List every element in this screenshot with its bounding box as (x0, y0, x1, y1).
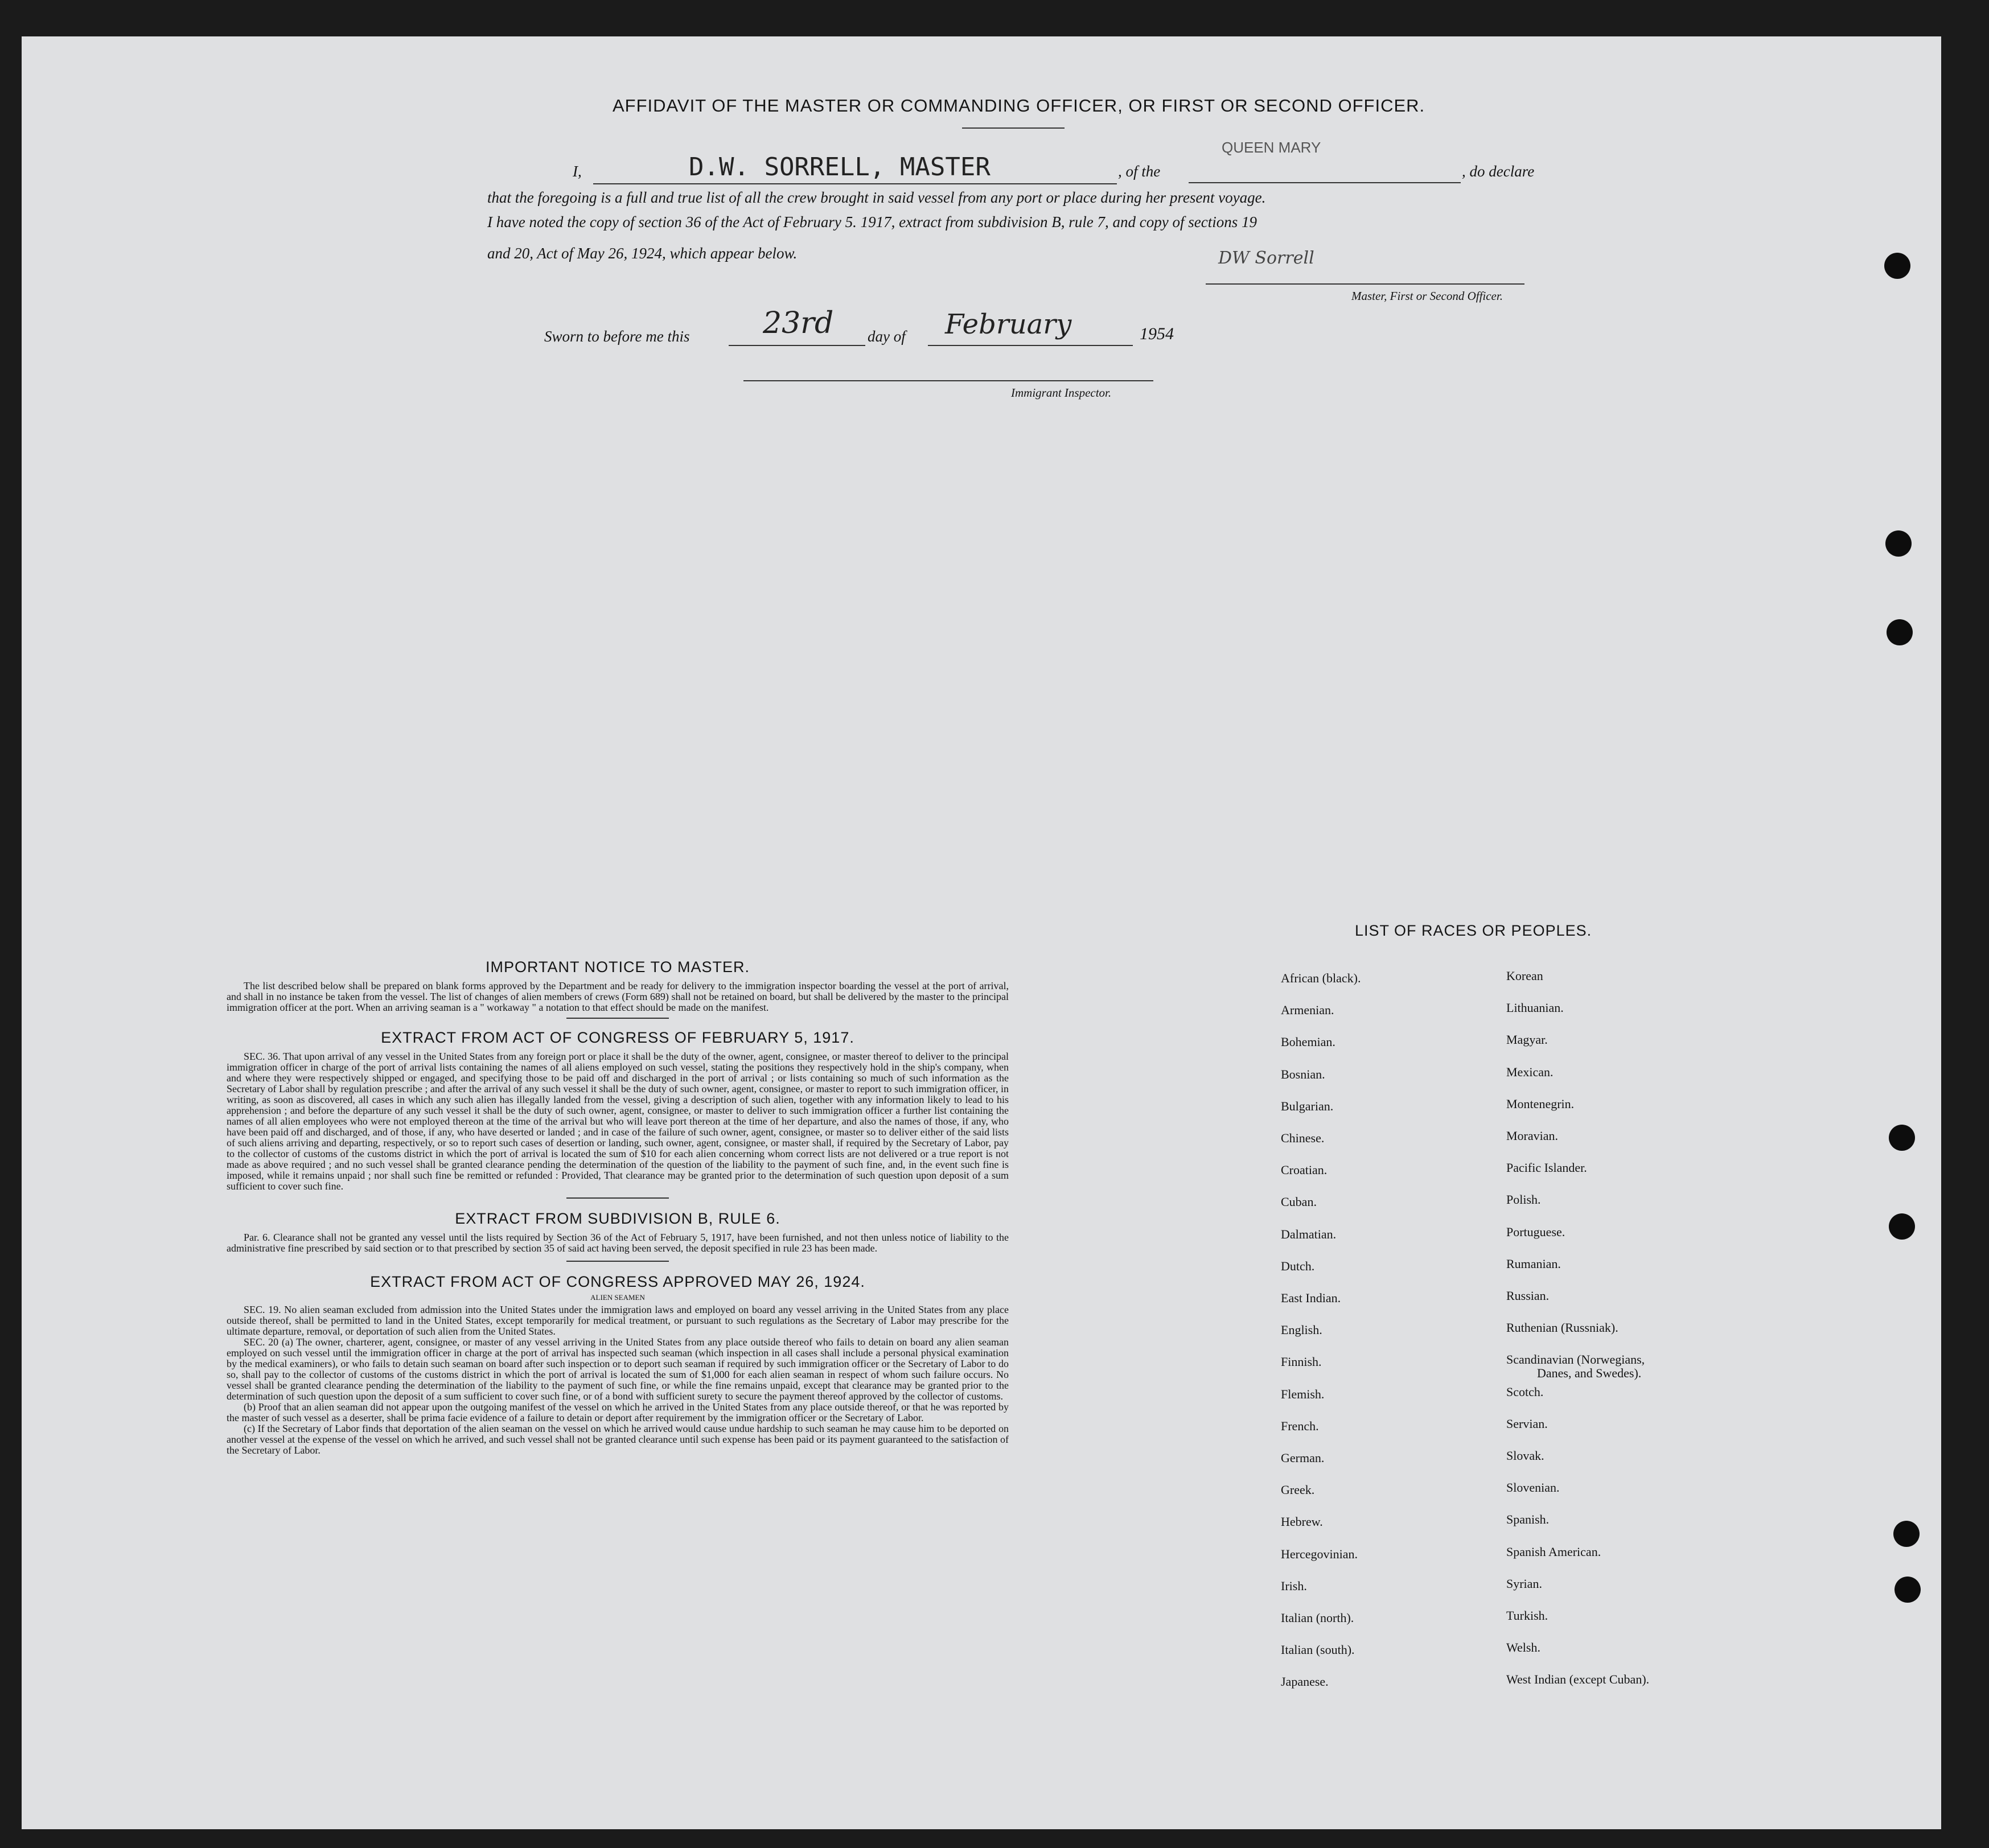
race-item-left: German. (1281, 1451, 1325, 1465)
race-item-left: Greek. (1281, 1483, 1315, 1497)
race-item-right: Slovak. (1506, 1448, 1544, 1463)
race-item-left: African (black). (1281, 971, 1361, 985)
section-20a-text: SEC. 20 (a) The owner, charterer, agent, consignee, or master of any vessel arriving in the United States from any place outside thereof who fails to detain on board any alien seaman employed on such vessel until the immigration officer in charge at the port of arrival has inspected such seaman (which inspection in all cases shall include a personal physical examination by the medical examiners), or who fails to detain such seaman on board after such inspection or to deport such seaman if required by such immigration officer or the Secretary of Labor to do so, shall pay to the collector of customs of the customs district in which the port of arrival is located the sum of $1,000 for each alien seaman in respect of whom such failure occurs. No vessel shall be granted clearance pending the determination of the liability to the payment of such fine, or while the fine remains unpaid, except that clearance may be granted prior to the determination of such question upon the deposit of a sum sufficient to cover such fine, or of a bond with sufficient surety to secure the payment thereof approved by the collector of customs. (227, 1336, 1009, 1402)
race-item-left: Hercegovinian. (1281, 1546, 1358, 1561)
title-divider (962, 127, 1065, 129)
race-item-right: Lithuanian. (1506, 1001, 1564, 1015)
races-title: LIST OF RACES OR PEOPLES. (1355, 922, 1592, 939)
document-page (22, 36, 1941, 1829)
sworn-prefix: Sworn to before me this (544, 328, 690, 345)
subdivision-text: Par. 6. Clearance shall not be granted any vessel until the lists required by Section 36 of the Act of February 5, 1917, have been furnished, and not then unless notice of liability to the administrative fine prescribed by said section or to that prescribed by section 35 of said act having been served, the deposit specified in rule 23 has been made. (227, 1232, 1009, 1254)
day-blank-line (729, 345, 865, 346)
punch-hole (1889, 1213, 1915, 1240)
month-blank-line (928, 345, 1133, 346)
race-item-right: Russian. (1506, 1289, 1550, 1303)
race-item-right: Spanish. (1506, 1512, 1550, 1527)
race-item-left: Bohemian. (1281, 1035, 1335, 1049)
section-20c-text: (c) If the Secretary of Labor finds that deportation of the alien seaman on the vessel on which he arrived would cause undue hardship to such seaman he may cause him to be deported on another vessel at the expense of the vessel on which he arrived, and such vessel shall not be granted clearance until such expense has been paid or its payment guaranteed to the satisfaction of the Secretary of Labor. (227, 1423, 1009, 1456)
extract-1924-subtitle: ALIEN SEAMEN (590, 1293, 645, 1302)
race-item-right: Portuguese. (1506, 1224, 1565, 1239)
race-item-continuation: Danes, and Swedes). (1537, 1366, 1642, 1381)
signer-caption: Master, First or Second Officer. (1351, 289, 1503, 303)
race-item-right: Polish. (1506, 1192, 1541, 1207)
race-item-left: Irish. (1281, 1578, 1307, 1593)
do-declare-label: , do declare (1462, 163, 1535, 180)
race-item-right: Rumanian. (1506, 1256, 1561, 1271)
race-item-left: East Indian. (1281, 1291, 1341, 1305)
notice-title: IMPORTANT NOTICE TO MASTER. (485, 958, 750, 976)
race-item-left: Dutch. (1281, 1258, 1315, 1273)
punch-hole (1889, 1125, 1915, 1151)
section-20b-text: (b) Proof that an alien seaman did not appear upon the outgoing manifest of the vessel on which he arrived in the United States from any place outside thereof, or that he was reported by the master of such vessel as a deserter, shall be prima facie evidence of a failure to detain or deport after requirement by the immigration officer or the Secretary of Labor. (227, 1401, 1009, 1423)
race-item-left: Cuban. (1281, 1195, 1317, 1209)
race-item-left: Armenian. (1281, 1003, 1334, 1018)
race-item-right: Pacific Islander. (1506, 1160, 1587, 1175)
race-item-right: Ruthenian (Russniak). (1506, 1320, 1618, 1335)
legal-notices (227, 958, 1009, 1456)
extract-1924-title: EXTRACT FROM ACT OF CONGRESS APPROVED MAY 26, 1924. (370, 1273, 865, 1290)
race-item-right: Magyar. (1506, 1032, 1548, 1047)
of-the-label: , of the (1118, 163, 1161, 180)
race-item-left: English. (1281, 1323, 1322, 1337)
race-item-left: Italian (south). (1281, 1643, 1355, 1657)
race-item-left: Italian (north). (1281, 1611, 1354, 1625)
master-name-handwritten: D.W. SORRELL, MASTER (689, 153, 991, 182)
race-item-left: French. (1281, 1418, 1319, 1433)
vessel-blank-line (1189, 182, 1461, 183)
race-item-left: Bosnian. (1281, 1067, 1325, 1081)
race-item-left: Chinese. (1281, 1131, 1325, 1145)
race-item-right: Scandinavian (Norwegians, (1506, 1352, 1645, 1367)
name-blank-line (593, 183, 1117, 184)
sworn-month-handwritten: February (945, 308, 1072, 340)
divider (566, 1261, 669, 1262)
inspector-caption: Immigrant Inspector. (1011, 386, 1112, 400)
race-item-right: Spanish American. (1506, 1544, 1601, 1559)
divider (566, 1018, 669, 1019)
race-item-right: Moravian. (1506, 1129, 1559, 1143)
race-item-left: Flemish. (1281, 1386, 1325, 1401)
notice-text: The list described below shall be prepared on blank forms approved by the Department and be ready for delivery to the immigration inspector boarding the vessel at the port of arrival, and shall in no instance be taken from the vessel. The list of changes of alien members of crews (Form 689) shall not be retained on board, but shall be delivered by the master to the principal immigration officer at the port. When an arriving seaman is a " workaway " a notation to that effect should be made on the manifest. (227, 980, 1009, 1013)
punch-hole (1887, 619, 1913, 645)
race-item-right: West Indian (except Cuban). (1506, 1672, 1650, 1687)
race-item-right: Slovenian. (1506, 1480, 1560, 1495)
race-item-left: Finnish. (1281, 1355, 1322, 1369)
subdivision-title: EXTRACT FROM SUBDIVISION B, RULE 6. (455, 1210, 780, 1227)
race-item-left: Hebrew. (1281, 1514, 1323, 1529)
race-item-right: Welsh. (1506, 1640, 1540, 1655)
declarant-prefix: I, (573, 163, 582, 180)
vessel-name-stamp: QUEEN MARY (1222, 139, 1321, 156)
race-item-right: Turkish. (1506, 1608, 1548, 1623)
race-item-right: Scotch. (1506, 1384, 1544, 1399)
race-item-right: Syrian. (1506, 1576, 1542, 1591)
signature-line (1206, 283, 1524, 285)
affidavit-title: AFFIDAVIT OF THE MASTER OR COMMANDING OFFICER, OR FIRST OR SECOND OFFICER. (613, 96, 1425, 116)
extract-1917-text: SEC. 36. That upon arrival of any vessel in the United States from any foreign port or place it shall be the duty of the owner, agent, consignee, or master thereof to deliver to the principal immigration officer in charge of the port of arrival lists containing the names of all aliens employed on such vessel, stating the positions they respectively hold in the ship's company, when and where they were respectively shipped or engaged, and specifying those to be paid off and discharged in the port of arrival ; or lists containing so much of such information as the Secretary of Labor shall by regulation prescribe ; and after the arrival of any such vessel it shall be the duty of such owner, agent, consignee, or master to report to such immigration officer, in writing, as soon as discovered, all cases in which any such alien has illegally landed from the vessel, giving a description of such alien, together with any information likely to lead to his apprehension ; and before the departure of any such vessel it shall be the duty of such owner, agent, consignee, or master to deliver to such immigration officer a further list containing the names of all alien employees who were not employed thereon at the time of the arrival but who will leave port thereon at the time of her departure, and also the names of those, if any, who have been paid off and discharged, and of those, if any, who have deserted or landed ; and in case of the failure of such owner, agent, consignee, or master so to deliver either of the said lists of such aliens arriving and departing, respectively, or so to report such cases of desertion or landing, such owner, agent, consignee, or master shall, if required by the Secretary of Labor, pay to the collector of customs of the customs district in which the port of arrival is located the sum of $10 for each alien concerning whom correct lists are not delivered or a true report is not made as above required ; and no such vessel shall be granted clearance pending the determination of the question of the liability to the payment of such fine, and, in the event such fine is imposed, while it remains unpaid ; nor shall such fine be remitted or refunded : Provided, That clearance may be granted prior to the determination of such question upon deposit of a sum sufficient to cover such fine. (227, 1051, 1009, 1192)
race-item-left: Japanese. (1281, 1674, 1329, 1689)
divider (566, 1197, 669, 1199)
day-of-label: day of (868, 328, 906, 345)
declaration-line-4: and 20, Act of May 26, 1924, which appear below. (487, 245, 798, 262)
race-item-right: Montenegrin. (1506, 1096, 1575, 1111)
master-signature: DW Sorrell (1218, 248, 1314, 268)
declaration-line-3: I have noted the copy of section 36 of the Act of February 5. 1917, extract from subdivision B, rule 7, and copy of sections 19 (487, 213, 1257, 231)
race-item-right: Korean (1506, 969, 1543, 983)
punch-hole (1884, 253, 1910, 279)
declaration-line-2: that the foregoing is a full and true list of all the crew brought in said vessel from any port or place during her present voyage. (487, 189, 1266, 206)
section-19-text: SEC. 19. No alien seaman excluded from admission into the United States under the immigration laws and employed on board any vessel arriving in the United States from any place outside thereof, shall be permitted to land in the United States, except temporarily for medical treatment, or pursuant to such regulations as the Secretary of Labor may prescribe for the ultimate departure, removal, or deportation of such alien from the United States. (227, 1304, 1009, 1337)
sworn-day-handwritten: 23rd (763, 306, 834, 340)
punch-hole (1893, 1521, 1920, 1547)
race-item-left: Croatian. (1281, 1163, 1328, 1178)
race-item-left: Bulgarian. (1281, 1098, 1334, 1113)
race-item-right: Mexican. (1506, 1064, 1554, 1079)
punch-hole (1885, 530, 1912, 557)
extract-1917-title: EXTRACT FROM ACT OF CONGRESS OF FEBRUARY 5, 1917. (381, 1029, 854, 1046)
race-item-left: Dalmatian. (1281, 1226, 1337, 1241)
year-label: 1954 (1140, 324, 1174, 343)
inspector-signature-line (743, 380, 1153, 381)
race-item-right: Servian. (1506, 1416, 1548, 1431)
punch-hole (1895, 1577, 1921, 1603)
